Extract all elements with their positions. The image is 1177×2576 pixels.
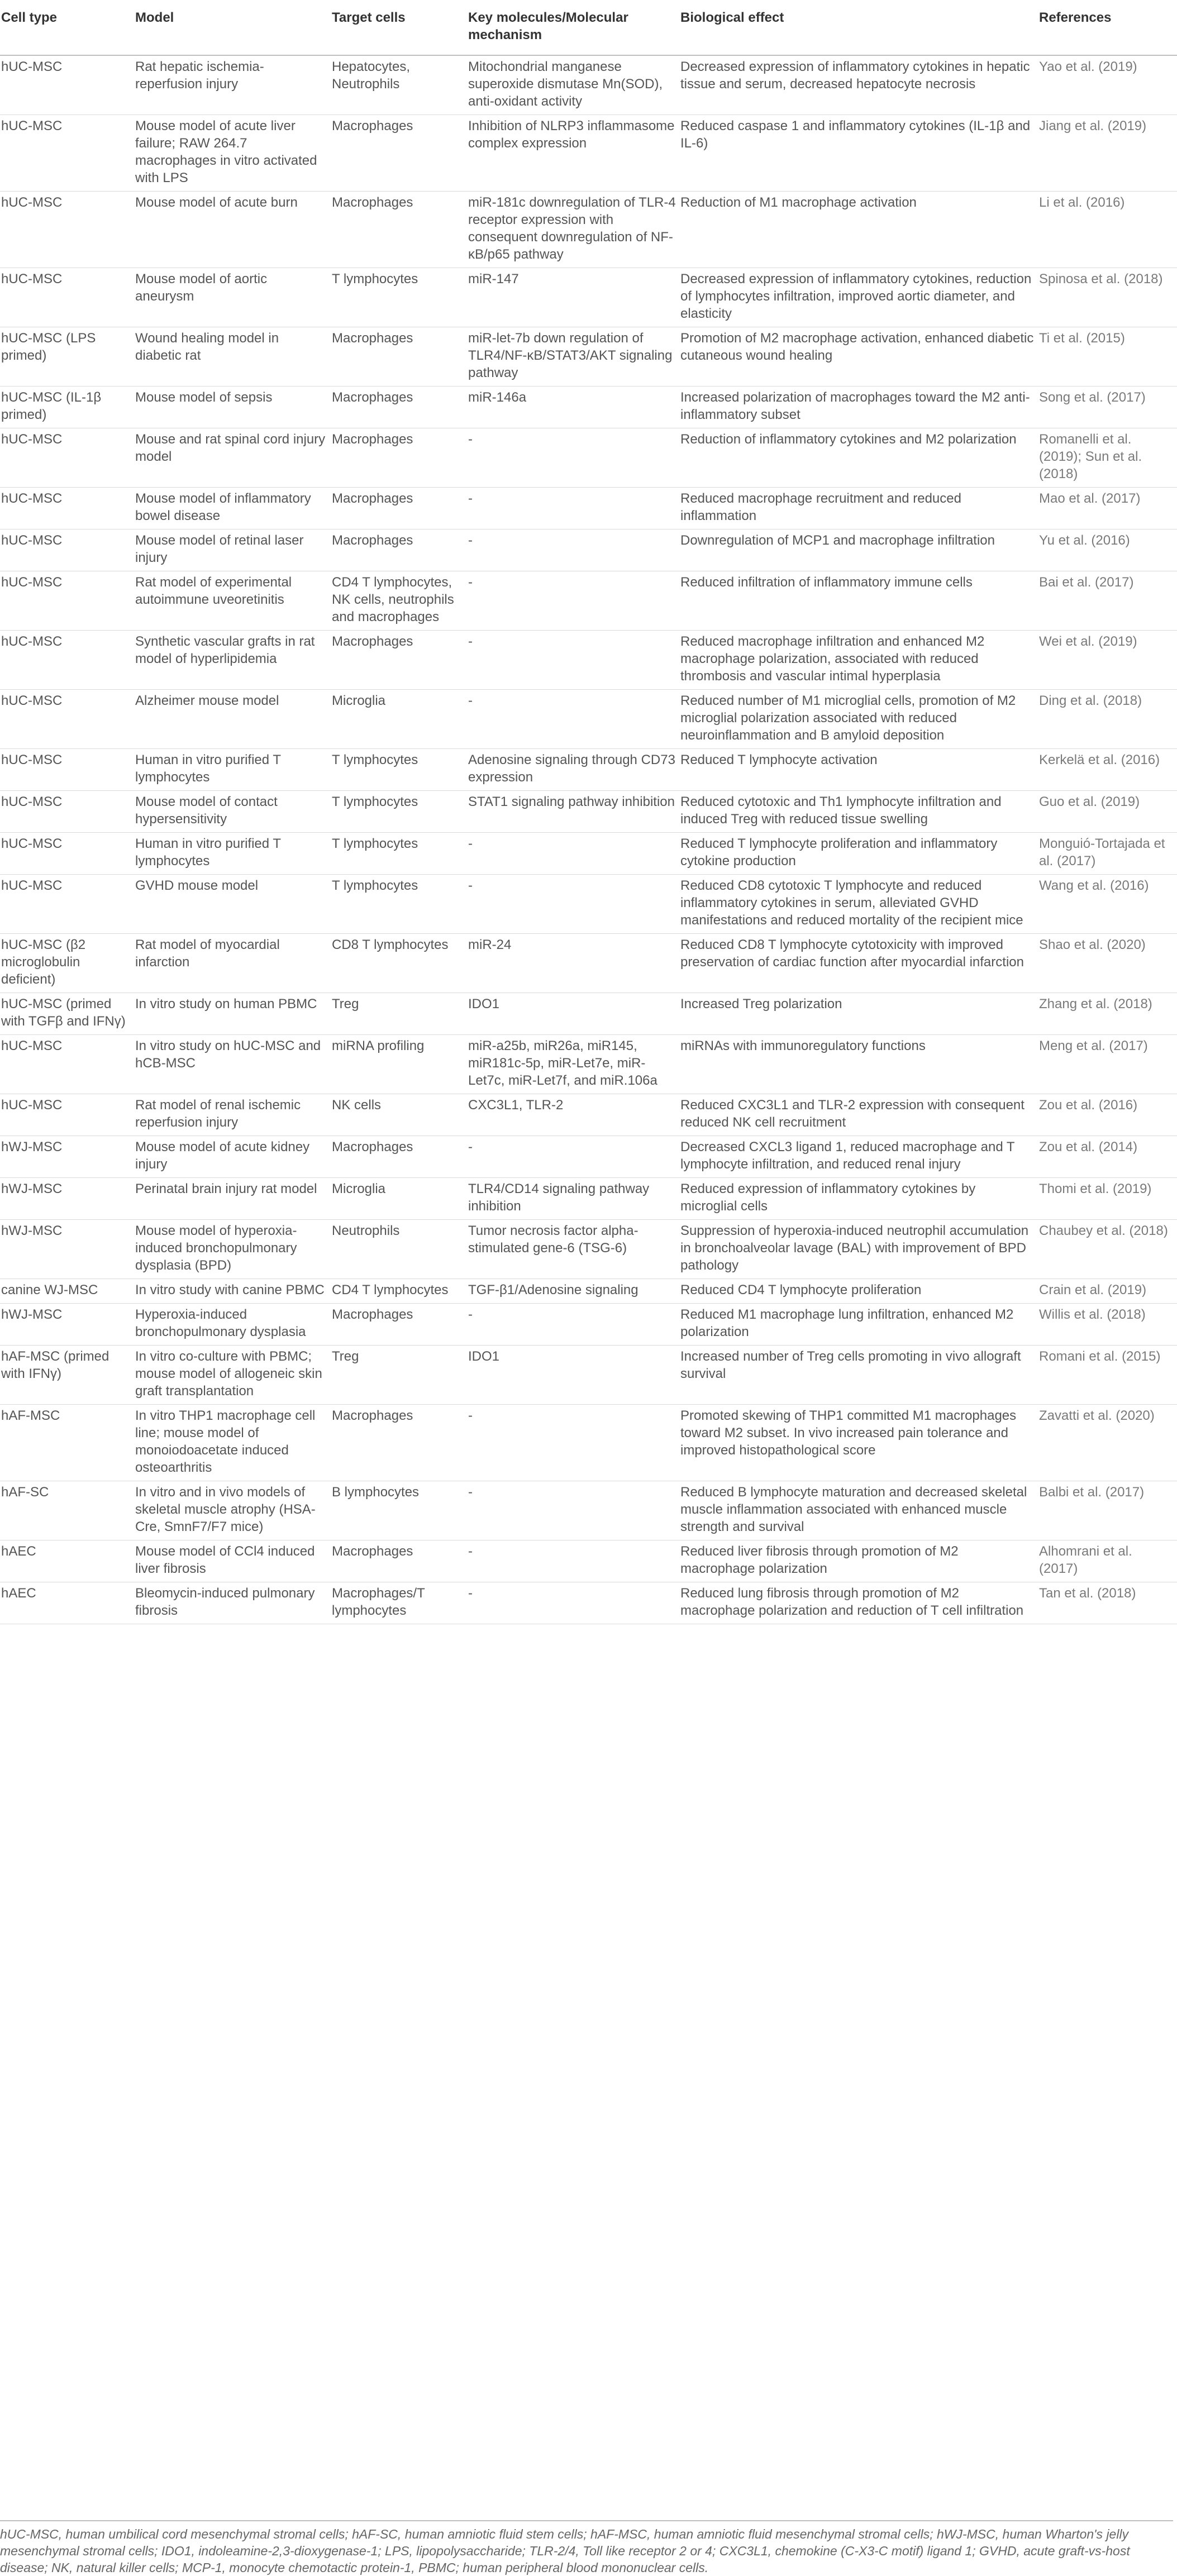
mechanism-cell: - [467,1582,679,1624]
mechanism-cell: - [467,488,679,529]
model-cell: Alzheimer mouse model [134,690,331,749]
reference-cell: Tan et al. (2018) [1038,1582,1177,1624]
mechanism-cell: miR-let-7b down regulation of TLR4/NF-κB/STAT3/AKT signaling pathway [467,327,679,387]
table-body [0,55,1177,1624]
table-header [0,0,1177,55]
mechanism-cell: TGF-β1/Adenosine signaling [467,1279,679,1304]
model-cell: Mouse model of CCl4 induced liver fibrosis [134,1540,331,1582]
table-row [0,1405,1177,1481]
table-row [0,993,1177,1035]
effect-cell: Reduction of inflammatory cytokines and M2 polarization [679,428,1038,488]
table-row [0,1035,1177,1094]
cell-type-cell: hUC-MSC [0,875,134,934]
cell-type-cell: hUC-MSC [0,488,134,529]
model-cell: Mouse model of aortic aneurysm [134,268,331,327]
effect-cell: Reduced CD8 cytotoxic T lymphocyte and reduced inflammatory cytokines in serum, alleviated GVHD manifestations and reduced mortality of the recipient mice [679,875,1038,934]
cell-type-cell: hUC-MSC (primed with TGFβ and IFNγ) [0,993,134,1035]
target-cells-cell: Macrophages [331,115,467,192]
table-row [0,1346,1177,1405]
model-cell: In vitro and in vivo models of skeletal muscle atrophy (HSA-Cre, SmnF7/F7 mice) [134,1481,331,1540]
reference-cell: Thomi et al. (2019) [1038,1178,1177,1220]
effect-cell: Reduced CD4 T lymphocyte proliferation [679,1279,1038,1304]
model-cell: Mouse model of acute burn [134,192,331,268]
reference-cell: Zou et al. (2016) [1038,1094,1177,1136]
cell-type-cell: hAF-MSC [0,1405,134,1481]
reference-cell: Crain et al. (2019) [1038,1279,1177,1304]
table-row [0,1582,1177,1624]
table-row [0,833,1177,875]
table-row [0,631,1177,690]
cell-type-cell: hUC-MSC [0,55,134,115]
target-cells-cell: Macrophages [331,192,467,268]
table-row [0,875,1177,934]
target-cells-cell: Hepatocytes, Neutrophils [331,55,467,115]
model-cell: Mouse and rat spinal cord injury model [134,428,331,488]
reference-cell: Zhang et al. (2018) [1038,993,1177,1035]
cell-type-cell: hUC-MSC [0,631,134,690]
model-cell: Mouse model of sepsis [134,387,331,428]
mechanism-cell: miR-24 [467,934,679,993]
table-row [0,1481,1177,1540]
table-row [0,571,1177,631]
model-cell: Mouse model of inflammatory bowel disease [134,488,331,529]
cell-type-cell: hUC-MSC [0,571,134,631]
mechanism-cell: - [467,1540,679,1582]
target-cells-cell: CD8 T lymphocytes [331,934,467,993]
cell-type-cell: hUC-MSC (IL-1β primed) [0,387,134,428]
mechanism-cell: - [467,428,679,488]
table-row [0,690,1177,749]
target-cells-cell: T lymphocytes [331,268,467,327]
target-cells-cell: T lymphocytes [331,833,467,875]
mechanism-cell: - [467,690,679,749]
target-cells-cell: Macrophages/T lymphocytes [331,1582,467,1624]
reference-cell: Yao et al. (2019) [1038,55,1177,115]
target-cells-cell: T lymphocytes [331,875,467,934]
effect-cell: Decreased CXCL3 ligand 1, reduced macrophage and T lymphocyte infiltration, and reduced renal injury [679,1136,1038,1178]
target-cells-cell: Macrophages [331,327,467,387]
cell-type-cell: hUC-MSC [0,192,134,268]
reference-cell: Song et al. (2017) [1038,387,1177,428]
table-row [0,428,1177,488]
table-footnote: hUC-MSC, human umbilical cord mesenchymal stromal cells; hAF-SC, human amniotic fluid stem cells; hAF-MSC, human amniotic fluid mesenchymal stromal cells; hWJ-MSC, human Wharton's jelly mesenchymal stromal cells; IDO1, indoleamine-2,3-dioxygenase-1; LPS, lipopolysaccharide; TLR-2/4, Toll like receptor 2 or 4; CXC3L1, chemokine (C-X3-C motif) ligand 1; GVHD, acute graft-vs-host disease; NK, natural killer cells; MCP-1, monocyte chemotactic protein-1, PBMC; human peripheral blood mononuclear cells. [0,2520,1173,2576]
model-cell: Hyperoxia-induced bronchopulmonary dysplasia [134,1304,331,1346]
cell-type-cell: hUC-MSC (LPS primed) [0,327,134,387]
cell-type-cell: hUC-MSC (β2 microglobulin deficient) [0,934,134,993]
target-cells-cell: Neutrophils [331,1220,467,1279]
mechanism-cell: Inhibition of NLRP3 inflammasome complex expression [467,115,679,192]
table-row [0,1304,1177,1346]
cell-type-cell: hWJ-MSC [0,1220,134,1279]
effect-cell: Reduced number of M1 microglial cells, promotion of M2 microglial polarization associated with reduced neuroinflammation and B amyloid deposition [679,690,1038,749]
reference-cell: Li et al. (2016) [1038,192,1177,268]
table-row [0,488,1177,529]
cell-type-cell: hUC-MSC [0,690,134,749]
cell-type-cell: hAF-SC [0,1481,134,1540]
cell-type-cell: hUC-MSC [0,529,134,571]
target-cells-cell: Macrophages [331,529,467,571]
effect-cell: Suppression of hyperoxia-induced neutrophil accumulation in bronchoalveolar lavage (BAL) with improvement of BPD pathology [679,1220,1038,1279]
target-cells-cell: Microglia [331,690,467,749]
model-cell: Perinatal brain injury rat model [134,1178,331,1220]
target-cells-cell: Treg [331,993,467,1035]
model-cell: Mouse model of acute liver failure; RAW 264.7 macrophages in vitro activated with LPS [134,115,331,192]
effect-cell: Reduced CXC3L1 and TLR-2 expression with consequent reduced NK cell recruitment [679,1094,1038,1136]
effect-cell: Reduced liver fibrosis through promotion of M2 macrophage polarization [679,1540,1038,1582]
effect-cell: Reduced expression of inflammatory cytokines by microglial cells [679,1178,1038,1220]
cell-type-cell: hUC-MSC [0,268,134,327]
model-cell: Human in vitro purified T lymphocytes [134,833,331,875]
effect-cell: Reduced M1 macrophage lung infiltration, enhanced M2 polarization [679,1304,1038,1346]
target-cells-cell: miRNA profiling [331,1035,467,1094]
effect-cell: Decreased expression of inflammatory cytokines in hepatic tissue and serum, decreased hepatocyte necrosis [679,55,1038,115]
table-row [0,1540,1177,1582]
mechanism-cell: TLR4/CD14 signaling pathway inhibition [467,1178,679,1220]
mechanism-cell: - [467,833,679,875]
header-cell-type: Cell type [0,0,134,55]
model-cell: Human in vitro purified T lymphocytes [134,749,331,791]
target-cells-cell: CD4 T lymphocytes, NK cells, neutrophils and macrophages [331,571,467,631]
cell-type-cell: hWJ-MSC [0,1178,134,1220]
reference-cell: Zavatti et al. (2020) [1038,1405,1177,1481]
header-biological-effect: Biological effect [679,0,1038,55]
mechanism-cell: miR-147 [467,268,679,327]
reference-cell: Mao et al. (2017) [1038,488,1177,529]
cell-type-cell: hUC-MSC [0,833,134,875]
table-row [0,791,1177,833]
effect-cell: Decreased expression of inflammatory cytokines, reduction of lymphocytes infiltration, improved aortic diameter, and elasticity [679,268,1038,327]
target-cells-cell: Macrophages [331,387,467,428]
table-row [0,268,1177,327]
target-cells-cell: Macrophages [331,1540,467,1582]
cell-type-cell: hAEC [0,1540,134,1582]
reference-cell: Bai et al. (2017) [1038,571,1177,631]
effect-cell: Reduced CD8 T lymphocyte cytotoxicity with improved preservation of cardiac function after myocardial infarction [679,934,1038,993]
target-cells-cell: Macrophages [331,1136,467,1178]
table-row [0,192,1177,268]
header-references: References [1038,0,1177,55]
header-key-molecules: Key molecules/Molecular mechanism [467,0,679,55]
model-cell: Bleomycin-induced pulmonary fibrosis [134,1582,331,1624]
cell-type-cell: hAEC [0,1582,134,1624]
target-cells-cell: Treg [331,1346,467,1405]
model-cell: In vitro study on hUC-MSC and hCB-MSC [134,1035,331,1094]
effect-cell: Promoted skewing of THP1 committed M1 macrophages toward M2 subset. In vivo increased pain tolerance and improved histopathological score [679,1405,1038,1481]
cell-type-cell: hUC-MSC [0,428,134,488]
model-cell: Rat model of renal ischemic reperfusion injury [134,1094,331,1136]
header-model: Model [134,0,331,55]
reference-cell: Kerkelä et al. (2016) [1038,749,1177,791]
table-row [0,115,1177,192]
model-cell: Mouse model of contact hypersensitivity [134,791,331,833]
target-cells-cell: CD4 T lymphocytes [331,1279,467,1304]
model-cell: Rat model of experimental autoimmune uveoretinitis [134,571,331,631]
effect-cell: miRNAs with immunoregulatory functions [679,1035,1038,1094]
effect-cell: Increased number of Treg cells promoting in vivo allograft survival [679,1346,1038,1405]
mechanism-cell: Adenosine signaling through CD73 expression [467,749,679,791]
effect-cell: Reduced caspase 1 and inflammatory cytokines (IL-1β and IL-6) [679,115,1038,192]
reference-cell: Spinosa et al. (2018) [1038,268,1177,327]
reference-cell: Romanelli et al. (2019); Sun et al. (2018) [1038,428,1177,488]
table-row [0,1094,1177,1136]
effect-cell: Reduced lung fibrosis through promotion of M2 macrophage polarization and reduction of T cell infiltration [679,1582,1038,1624]
mechanism-cell: - [467,875,679,934]
cell-type-cell: hUC-MSC [0,115,134,192]
effect-cell: Reduced cytotoxic and Th1 lymphocyte infiltration and induced Treg with reduced tissue swelling [679,791,1038,833]
reference-cell: Zou et al. (2014) [1038,1136,1177,1178]
effect-cell: Reduced B lymphocyte maturation and decreased skeletal muscle inflammation associated with enhanced muscle strength and survival [679,1481,1038,1540]
reference-cell: Ding et al. (2018) [1038,690,1177,749]
target-cells-cell: Macrophages [331,428,467,488]
effect-cell: Increased polarization of macrophages toward the M2 anti-inflammatory subset [679,387,1038,428]
model-cell: In vitro study on human PBMC [134,993,331,1035]
effect-cell: Reduced macrophage infiltration and enhanced M2 macrophage polarization, associated with reduced thrombosis and vascular intimal hyperplasia [679,631,1038,690]
model-cell: Synthetic vascular grafts in rat model of hyperlipidemia [134,631,331,690]
effect-cell: Reduction of M1 macrophage activation [679,192,1038,268]
mechanism-cell: - [467,1405,679,1481]
reference-cell: Balbi et al. (2017) [1038,1481,1177,1540]
reference-cell: Wei et al. (2019) [1038,631,1177,690]
model-cell: Wound healing model in diabetic rat [134,327,331,387]
table-row [0,327,1177,387]
mechanism-cell: Mitochondrial manganese superoxide dismutase Mn(SOD), anti-oxidant activity [467,55,679,115]
table-row [0,1279,1177,1304]
cell-type-cell: hWJ-MSC [0,1304,134,1346]
model-cell: GVHD mouse model [134,875,331,934]
reference-cell: Ti et al. (2015) [1038,327,1177,387]
mechanism-cell: - [467,631,679,690]
model-cell: In vitro co-culture with PBMC; mouse model of allogeneic skin graft transplantation [134,1346,331,1405]
model-cell: In vitro study with canine PBMC [134,1279,331,1304]
mechanism-cell: miR-146a [467,387,679,428]
mechanism-cell: - [467,1136,679,1178]
table-row [0,55,1177,115]
effect-cell: Reduced infiltration of inflammatory immune cells [679,571,1038,631]
target-cells-cell: B lymphocytes [331,1481,467,1540]
reference-cell: Monguió-Tortajada et al. (2017) [1038,833,1177,875]
reference-cell: Wang et al. (2016) [1038,875,1177,934]
table-row [0,749,1177,791]
reference-cell: Guo et al. (2019) [1038,791,1177,833]
table-row [0,529,1177,571]
target-cells-cell: NK cells [331,1094,467,1136]
mechanism-cell: miR-181c downregulation of TLR-4 receptor expression with consequent downregulation of NF-κB/p65 pathway [467,192,679,268]
target-cells-cell: Macrophages [331,488,467,529]
reference-cell: Alhomrani et al. (2017) [1038,1540,1177,1582]
mechanism-cell: miR-a25b, miR26a, miR145, miR181c-5p, miR-Let7e, miR-Let7c, miR-Let7f, and miR.106a [467,1035,679,1094]
header-target-cells: Target cells [331,0,467,55]
effect-cell: Promotion of M2 macrophage activation, enhanced diabetic cutaneous wound healing [679,327,1038,387]
model-cell: Mouse model of hyperoxia-induced bronchopulmonary dysplasia (BPD) [134,1220,331,1279]
cell-type-cell: hUC-MSC [0,791,134,833]
effect-cell: Reduced macrophage recruitment and reduced inflammation [679,488,1038,529]
model-cell: Rat model of myocardial infarction [134,934,331,993]
cell-type-cell: hUC-MSC [0,1035,134,1094]
target-cells-cell: T lymphocytes [331,749,467,791]
target-cells-cell: Macrophages [331,631,467,690]
mechanism-cell: - [467,1304,679,1346]
mechanism-cell: - [467,1481,679,1540]
mechanism-cell: STAT1 signaling pathway inhibition [467,791,679,833]
cell-type-cell: hAF-MSC (primed with IFNγ) [0,1346,134,1405]
effect-cell: Increased Treg polarization [679,993,1038,1035]
model-cell: Mouse model of acute kidney injury [134,1136,331,1178]
effect-cell: Downregulation of MCP1 and macrophage infiltration [679,529,1038,571]
effect-cell: Reduced T lymphocyte activation [679,749,1038,791]
mechanism-cell: Tumor necrosis factor alpha-stimulated gene-6 (TSG-6) [467,1220,679,1279]
mechanism-cell: - [467,571,679,631]
target-cells-cell: Microglia [331,1178,467,1220]
reference-cell: Meng et al. (2017) [1038,1035,1177,1094]
table-row [0,1136,1177,1178]
cell-type-cell: hUC-MSC [0,1094,134,1136]
target-cells-cell: T lymphocytes [331,791,467,833]
reference-cell: Jiang et al. (2019) [1038,115,1177,192]
mechanism-cell: IDO1 [467,1346,679,1405]
reference-cell: Chaubey et al. (2018) [1038,1220,1177,1279]
cell-type-cell: hWJ-MSC [0,1136,134,1178]
cell-type-cell: hUC-MSC [0,749,134,791]
table-row [0,387,1177,428]
target-cells-cell: Macrophages [331,1405,467,1481]
header-row [0,0,1177,55]
mechanism-cell: IDO1 [467,993,679,1035]
table-row [0,1220,1177,1279]
reference-cell: Yu et al. (2016) [1038,529,1177,571]
table-row [0,1178,1177,1220]
model-cell: In vitro THP1 macrophage cell line; mouse model of monoiodoacetate induced osteoarthritis [134,1405,331,1481]
reference-cell: Willis et al. (2018) [1038,1304,1177,1346]
model-cell: Rat hepatic ischemia-reperfusion injury [134,55,331,115]
reference-cell: Shao et al. (2020) [1038,934,1177,993]
model-cell: Mouse model of retinal laser injury [134,529,331,571]
reference-cell: Romani et al. (2015) [1038,1346,1177,1405]
mechanism-cell: CXC3L1, TLR-2 [467,1094,679,1136]
target-cells-cell: Macrophages [331,1304,467,1346]
cell-type-cell: canine WJ-MSC [0,1279,134,1304]
effect-cell: Reduced T lymphocyte proliferation and inflammatory cytokine production [679,833,1038,875]
table-row [0,934,1177,993]
mechanism-cell: - [467,529,679,571]
